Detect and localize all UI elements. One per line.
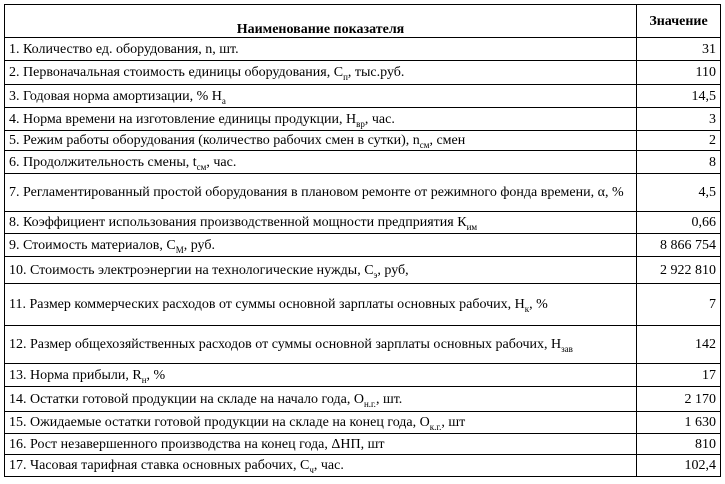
table-row [5, 151, 721, 174]
table-row [5, 234, 721, 257]
table-row [5, 284, 721, 326]
indicator-value: 110 [637, 61, 721, 85]
indicator-subscript: н [141, 374, 147, 385]
indicator-text: 17. Часовая тарифная ставка основных рабочих, С [9, 458, 310, 473]
indicator-value: 4,5 [637, 174, 721, 212]
indicator-text: 3. Годовая норма амортизации, % Н [9, 88, 222, 104]
table-row [5, 434, 721, 455]
table-row [5, 108, 721, 131]
indicator-text: 11. Размер коммерческих расходов от суммы основной зарплаты основных рабочих, Н [9, 297, 525, 312]
indicator-subscript: к.г. [429, 421, 442, 432]
indicator-unit: , шт [441, 415, 466, 430]
indicator-unit: , час. [313, 458, 344, 473]
indicator-name [5, 151, 637, 174]
table-row [5, 387, 721, 412]
indicator-unit: , шт. [375, 391, 403, 407]
header-row [5, 5, 721, 38]
table-row [5, 257, 721, 284]
indicator-name [5, 108, 637, 131]
indicator-subscript: ч [309, 464, 314, 475]
indicator-name [5, 387, 637, 412]
header-name: Наименование показателя [5, 5, 637, 38]
indicator-subscript: им [466, 221, 478, 232]
indicator-value: 14,5 [637, 85, 721, 108]
indicator-value: 8 [637, 151, 721, 174]
indicator-text: 6. Продолжительность смены, t [9, 154, 197, 170]
indicator-value: 0,66 [637, 212, 721, 234]
indicator-unit: , руб. [183, 237, 215, 253]
indicator-name [5, 434, 637, 455]
indicator-value: 31 [637, 38, 721, 61]
indicator-unit: , тыс.руб. [347, 65, 405, 80]
table-row [5, 174, 721, 212]
indicator-value: 1 630 [637, 412, 721, 434]
indicator-text: 15. Ожидаемые остатки готовой продукции на складе на конец года, О [9, 415, 430, 430]
indicator-text: 9. Стоимость материалов, С [9, 237, 176, 253]
indicator-unit: , руб, [377, 262, 409, 278]
indicator-text: 12. Размер общехозяйственных расходов от суммы основной зарплаты основных рабочих, Н [9, 337, 562, 352]
indicator-name [5, 131, 637, 151]
indicator-subscript: э [373, 269, 378, 280]
indicator-unit: , час. [364, 111, 395, 127]
table-row [5, 38, 721, 61]
indicator-value: 2 922 810 [637, 257, 721, 284]
indicator-subscript: М [175, 244, 184, 255]
indicator-text: 1. Количество ед. оборудования, n, шт. [9, 41, 239, 57]
indicator-name [5, 257, 637, 284]
indicator-text: 4. Норма времени на изготовление единицы продукции, Н [9, 111, 357, 127]
indicator-text: 13. Норма прибыли, R [9, 367, 142, 383]
indicator-name [5, 234, 637, 257]
indicator-text: 10. Стоимость электроэнергии на технологические нужды, С [9, 262, 374, 278]
indicator-subscript: а [221, 95, 226, 106]
indicator-subscript: вр [356, 118, 365, 129]
indicator-name [5, 174, 637, 212]
indicator-name [5, 455, 637, 477]
indicator-text: 2. Первоначальная стоимость единицы оборудования, С [9, 65, 344, 80]
indicator-value: 142 [637, 326, 721, 364]
indicator-name [5, 326, 637, 364]
indicator-unit: , час. [206, 154, 237, 170]
indicator-value: 3 [637, 108, 721, 131]
indicator-value: 17 [637, 364, 721, 387]
indicator-subscript: к [524, 303, 530, 314]
indicator-subscript: п [343, 71, 348, 82]
table-row [5, 326, 721, 364]
indicator-name [5, 284, 637, 326]
indicator-text: 8. Коэффициент использования производственной мощности предприятия К [9, 215, 467, 230]
indicator-name [5, 212, 637, 234]
indicator-value: 8 866 754 [637, 234, 721, 257]
indicator-value: 7 [637, 284, 721, 326]
indicator-subscript: зав [561, 343, 573, 354]
indicator-name [5, 364, 637, 387]
indicator-name [5, 38, 637, 61]
indicator-unit: , % [146, 367, 166, 383]
indicator-name [5, 412, 637, 434]
indicator-subscript: н.г. [363, 398, 376, 409]
indicator-value: 2 [637, 131, 721, 151]
table-row [5, 455, 721, 477]
table-row [5, 412, 721, 434]
header-value: Значение [637, 5, 721, 38]
table-row [5, 61, 721, 85]
table-row [5, 364, 721, 387]
indicator-unit: , % [529, 297, 548, 312]
parameters-table [4, 4, 721, 477]
indicator-unit: , смен [429, 133, 466, 148]
indicator-text: 5. Режим работы оборудования (количество рабочих смен в сутки), n [9, 133, 420, 148]
table-row [5, 212, 721, 234]
indicator-text: 7. Регламентированный простой оборудования в плановом ремонте от режимного фонда времени, α, % [9, 185, 624, 200]
indicator-name [5, 85, 637, 108]
indicator-subscript: см [419, 139, 430, 150]
table-row [5, 85, 721, 108]
indicator-subscript: см [196, 161, 207, 172]
table-row [5, 131, 721, 151]
indicator-value: 102,4 [637, 455, 721, 477]
indicator-text: 16. Рост незавершенного производства на конец года, ΔНП, шт [9, 436, 385, 452]
indicator-name [5, 61, 637, 85]
indicator-value: 810 [637, 434, 721, 455]
indicator-value: 2 170 [637, 387, 721, 412]
indicator-text: 14. Остатки готовой продукции на складе на начало года, О [9, 391, 364, 407]
